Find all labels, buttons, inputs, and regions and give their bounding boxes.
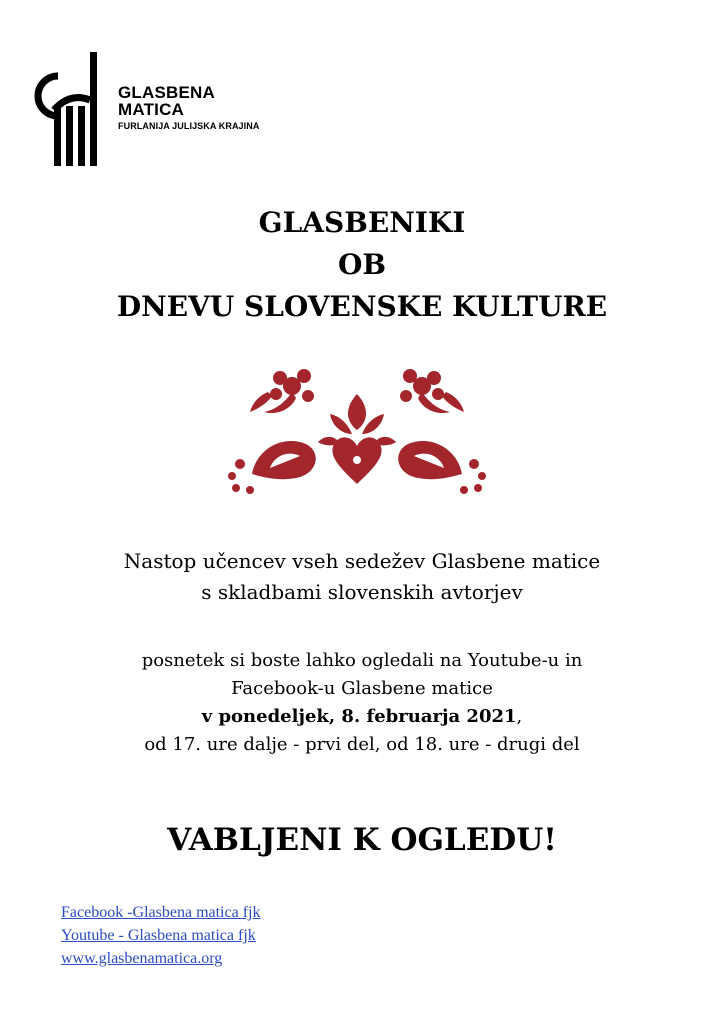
watch-date-line bbox=[0, 703, 724, 731]
event-times: od 17. ure dalje - prvi del, od 18. ure - drugi del bbox=[144, 734, 580, 755]
logo bbox=[30, 50, 290, 170]
performance-description bbox=[0, 546, 724, 608]
broadcast-info bbox=[0, 647, 724, 759]
gm-monogram-icon bbox=[30, 50, 106, 170]
event-date: v ponedeljek, 8. februarja 2021 bbox=[201, 706, 517, 727]
logo-text bbox=[118, 84, 259, 132]
folk-floral-ornament-icon bbox=[222, 364, 492, 498]
youtube-link[interactable]: Youtube - Glasbena matica fjk bbox=[61, 927, 256, 944]
event-date-suffix: , bbox=[516, 706, 523, 727]
facebook-link[interactable]: Facebook -Glasbena matica fjk bbox=[61, 904, 261, 921]
link-list bbox=[61, 901, 260, 970]
logo-name-line1: GLASBENA bbox=[118, 83, 215, 102]
logo-name-line2: MATICA bbox=[118, 100, 185, 119]
watch-line2: Facebook-u Glasbene matice bbox=[231, 678, 493, 699]
performance-line2: s skladbami slovenskih avtorjev bbox=[201, 580, 523, 604]
title-line2: OB bbox=[337, 248, 387, 281]
performance-line1: Nastop učencev vseh sedežev Glasbene matice bbox=[123, 549, 601, 573]
watch-line1: posnetek si boste lahko ogledali na Youtube-u in bbox=[141, 650, 583, 671]
title-line3: DNEVU SLOVENSKE KULTURE bbox=[116, 290, 608, 323]
page-title bbox=[0, 202, 724, 328]
website-link[interactable]: www.glasbenamatica.org bbox=[61, 950, 223, 967]
invitation-heading: VABLJENI K OGLEDU! bbox=[167, 822, 557, 858]
logo-region: FURLANIJA JULIJSKA KRAJINA bbox=[118, 121, 260, 131]
title-line1: GLASBENIKI bbox=[258, 206, 466, 239]
